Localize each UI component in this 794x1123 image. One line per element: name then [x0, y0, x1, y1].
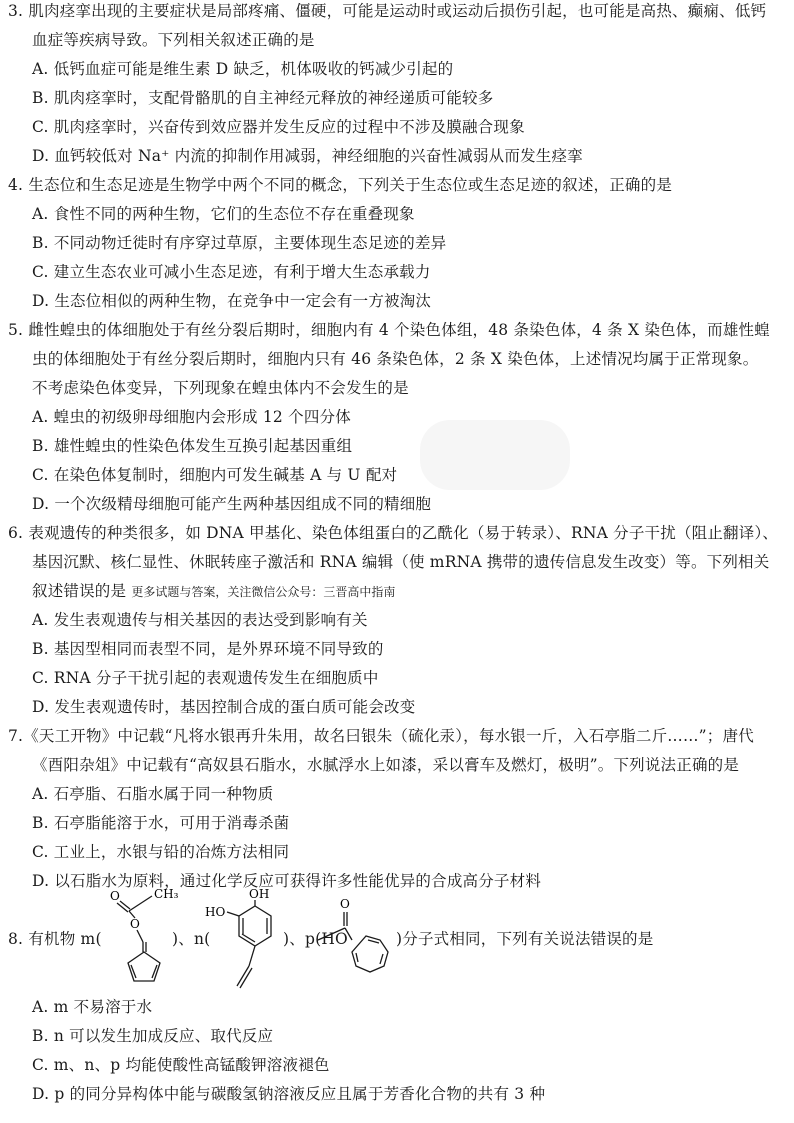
- m-ester-o-label: O: [130, 917, 140, 931]
- q5-option-b: B. 雄性蝗虫的性染色体发生互换引起基因重组: [32, 437, 353, 455]
- q5-stem-line1: 5. 雌性蝗虫的体细胞处于有丝分裂后期时，细胞内有 4 个染色体组，48 条染色体，4 条 X 染色体，而雄性蝗: [8, 321, 770, 339]
- q8-sep-n: )、n(: [172, 930, 211, 948]
- m-methyl-label: CH₃: [154, 887, 178, 901]
- q4-stem-line1: 4. 生态位和生态足迹是生物学中两个不同的概念，下列关于生态位或生态足迹的叙述，正确的是: [8, 176, 673, 194]
- q6-option-a: A. 发生表观遗传与相关基因的表达受到影响有关: [32, 611, 368, 629]
- q8-option-a: A. m 不易溶于水: [32, 998, 153, 1016]
- q7-stem-line2: 《酉阳杂俎》中记载有“高奴县石脂水，水腻浮水上如漆，采以膏车及燃灯，极明”。下列说法正确的是: [32, 756, 740, 774]
- q8-stem-prefix: 8. 有机物 m(: [8, 930, 102, 948]
- q5-stem-line3: 不考虑染色体变异，下列现象在蝗虫体内不会发生的是: [32, 379, 409, 397]
- q6-option-b: B. 基因型相同而表型不同，是外界环境不同导致的: [32, 640, 384, 658]
- promo-note: 更多试题与答案，关注微信公众号：三晋高中指南: [131, 585, 396, 599]
- q6-stem-line1: 6. 表观遗传的种类很多，如 DNA 甲基化、染色体组蛋白的乙酰化（易于转录）、RNA 分子干扰（阻止翻译）、: [8, 524, 779, 542]
- q6-option-d: D. 发生表观遗传时，基因控制合成的蛋白质可能会改变: [32, 698, 416, 716]
- q7-option-d: D. 以石脂水为原料，通过化学反应可获得许多性能优异的合成高分子材料: [32, 872, 542, 890]
- q3-option-b: B. 肌肉痉挛时，支配骨骼肌的自主神经元释放的神经递质可能较多: [32, 89, 494, 107]
- q3-stem-line1: 3. 肌肉痉挛出现的主要症状是局部疼痛、僵硬，可能是运动时或运动后损伤引起，也可能是高热、癫痫、低钙: [8, 2, 767, 20]
- q6-stem-line3: [32, 580, 788, 603]
- q6-stem-text: 叙述错误的是: [32, 582, 127, 600]
- q5-option-c: C. 在染色体复制时，细胞内可发生碱基 A 与 U 配对: [32, 466, 398, 484]
- q8-sep-p: )、p(HO: [283, 930, 348, 948]
- q6-option-c: C. RNA 分子干扰引起的表观遗传发生在细胞质中: [32, 669, 379, 687]
- m-bonds: [117, 896, 160, 981]
- structure-p: [318, 896, 398, 976]
- n-bonds: [227, 900, 271, 988]
- q4-option-d: D. 生态位相似的两种生物，在竞争中一定会有一方被淘汰: [32, 292, 432, 310]
- n-ho-label: HO: [205, 905, 226, 919]
- q3-option-a: A. 低钙血症可能是维生素 D 缺乏，机体吸收的钙减少引起的: [32, 60, 454, 78]
- p-bonds: [318, 912, 388, 972]
- q4-option-b: B. 不同动物迁徙时有序穿过草原，主要体现生态足迹的差异: [32, 234, 447, 252]
- q7-option-b: B. 石亭脂能溶于水，可用于消毒杀菌: [32, 814, 290, 832]
- q5-option-d: D. 一个次级精母细胞可能产生两种基因组成不同的精细胞: [32, 495, 432, 513]
- q8-stem-suffix: )分子式相同，下列有关说法错误的是: [396, 930, 654, 948]
- q8-option-c: C. m、n、p 均能使酸性高锰酸钾溶液褪色: [32, 1056, 330, 1074]
- q3-stem-line2: 血症等疾病导致。下列相关叙述正确的是: [32, 31, 315, 49]
- q5-stem-line2: 虫的体细胞处于有丝分裂后期时，细胞内只有 46 条染色体，2 条 X 染色体，上述情况均属于正常现象。: [32, 350, 759, 368]
- structure-n: [203, 884, 283, 1006]
- q8-option-b: B. n 可以发生加成反应、取代反应: [32, 1027, 274, 1045]
- structure-m: [108, 886, 178, 984]
- p-carbonyl-o-label: O: [340, 897, 350, 911]
- q4-option-c: C. 建立生态农业可减小生态足迹，有利于增大生态承载力: [32, 263, 431, 281]
- q8-option-d: D. p 的同分异构体中能与碳酸氢钠溶液反应且属于芳香化合物的共有 3 种: [32, 1085, 546, 1103]
- q3-option-c: C. 肌肉痉挛时，兴奋传到效应器并发生反应的过程中不涉及膜融合现象: [32, 118, 525, 136]
- q7-option-c: C. 工业上，水银与铅的冶炼方法相同: [32, 843, 290, 861]
- q7-option-a: A. 石亭脂、石脂水属于同一种物质: [32, 785, 274, 803]
- q3-option-d: D. 血钙较低对 Na⁺ 内流的抑制作用减弱，神经细胞的兴奋性减弱从而发生痉挛: [32, 147, 583, 165]
- q5-option-a: A. 蝗虫的初级卵母细胞内会形成 12 个四分体: [32, 408, 351, 426]
- n-oh-label: OH: [249, 887, 270, 901]
- q7-stem-line1: 7.《天工开物》中记载“凡将水银再升朱用，故名曰银朱（硫化汞），每水银一斤，入石亭脂二斤……”；唐代: [8, 727, 754, 745]
- q6-stem-line2: 基因沉默、核仁显性、休眠转座子激活和 RNA 编辑（使 mRNA 携带的遗传信息发生改变）等。下列相关: [32, 553, 770, 571]
- q4-option-a: A. 食性不同的两种生物，它们的生态位不存在重叠现象: [32, 205, 415, 223]
- m-carbonyl-o-label: O: [110, 889, 120, 903]
